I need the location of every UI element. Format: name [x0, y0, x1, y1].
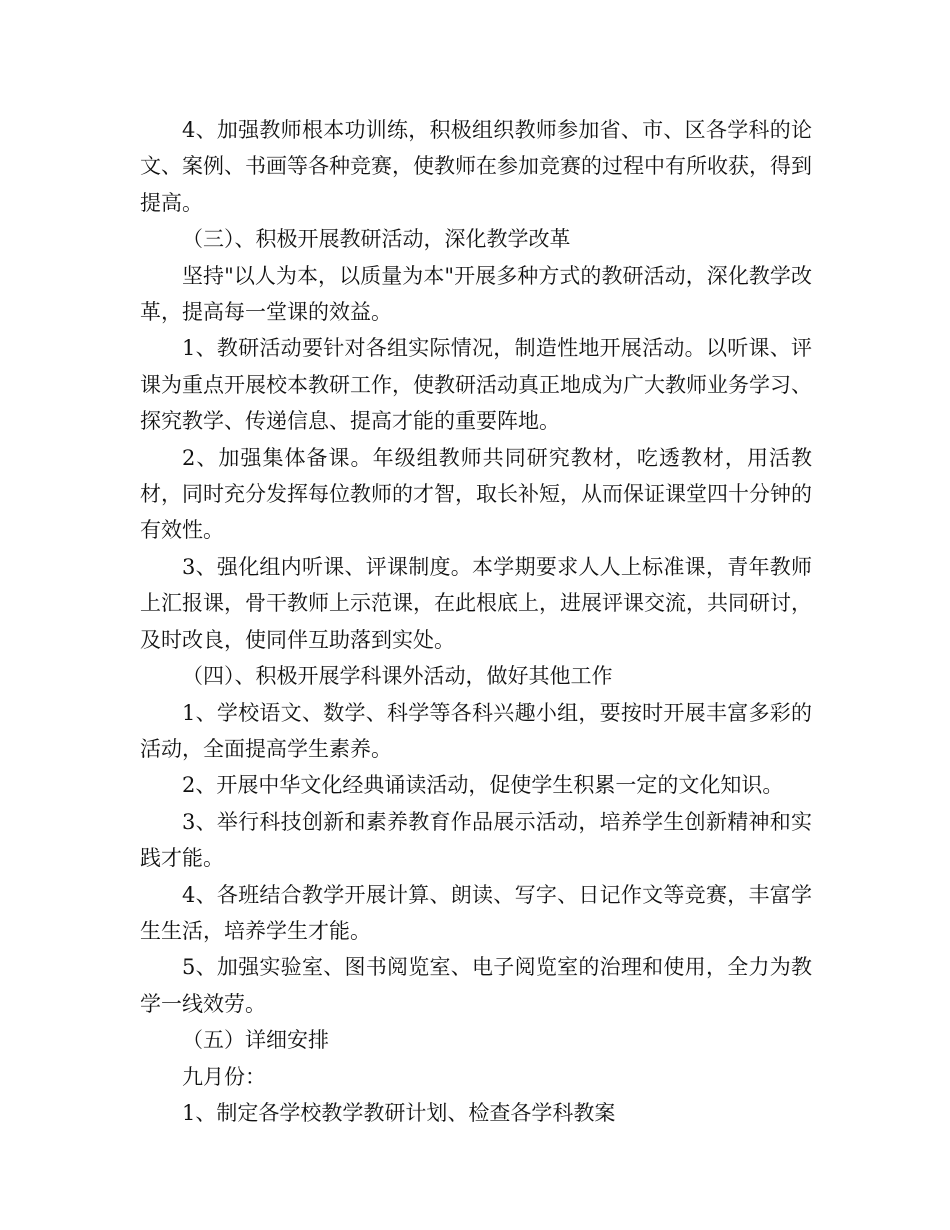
paragraph-september-item-1: 1、制定各学校教学教研计划、检查各学科教案	[182, 1100, 616, 1125]
paragraph-item-5-labs: 5、加强实验室、图书阅览室、电子阅览室的治理和使用，全力为教学一线效劳。	[140, 955, 812, 1016]
paragraph-item-1-research: 1、教研活动要针对各组实际情况，制造性地开展活动。以听课、评课为重点开展校本教研工作，使教研活动真正地成为广大教师业务学习、探究教学、传递信息、提高才能的重要阵地。	[140, 336, 812, 434]
paragraph-principle: 坚持"以人为本，以质量为本"开展多种方式的教研活动，深化教学改革，提高每一堂课的效益。	[140, 263, 812, 325]
section-heading-3: （三）、积极开展教研活动，深化教学改革	[182, 227, 571, 252]
paragraph-item-1-interest-groups: 1、学校语文、数学、科学等各科兴趣小组，要按时开展丰富多彩的活动，全面提高学生素养。	[140, 700, 812, 761]
paragraph-item-4-competitions: 4、各班结合教学开展计算、朗读、写字、日记作文等竞赛，丰富学生生活，培养学生才能。	[140, 882, 812, 943]
paragraph-item-4-training: 4、加强教师根本功训练，积极组织教师参加省、市、区各学科的论文、案例、书画等各种竞赛，使教师在参加竞赛的过程中有所收获，得到提高。	[140, 118, 812, 215]
paragraph-item-2-lesson-prep: 2、加强集体备课。年级组教师共同研究教材，吃透教材，用活教材，同时充分发挥每位教师的才智，取长补短，从而保证课堂四十分钟的有效性。	[140, 445, 812, 543]
paragraph-item-2-classics-reading: 2、开展中华文化经典诵读活动，促使学生积累一定的文化知识。	[182, 773, 784, 798]
paragraph-item-3-observation: 3、强化组内听课、评课制度。本学期要求人人上标准课，青年教师上汇报课，骨干教师上示范课，在此根底上，进展评课交流，共同研讨，及时改良，使同伴互助落到实处。	[140, 554, 812, 652]
paragraph-item-3-innovation: 3、举行科技创新和素养教育作品展示活动，培养学生创新精神和实践才能。	[140, 809, 812, 871]
document-body	[140, 112, 812, 1131]
section-heading-5: （五）详细安排	[182, 1028, 329, 1053]
month-heading-september: 九月份：	[182, 1064, 266, 1089]
section-heading-4: （四）、积极开展学科课外活动，做好其他工作	[182, 664, 613, 689]
